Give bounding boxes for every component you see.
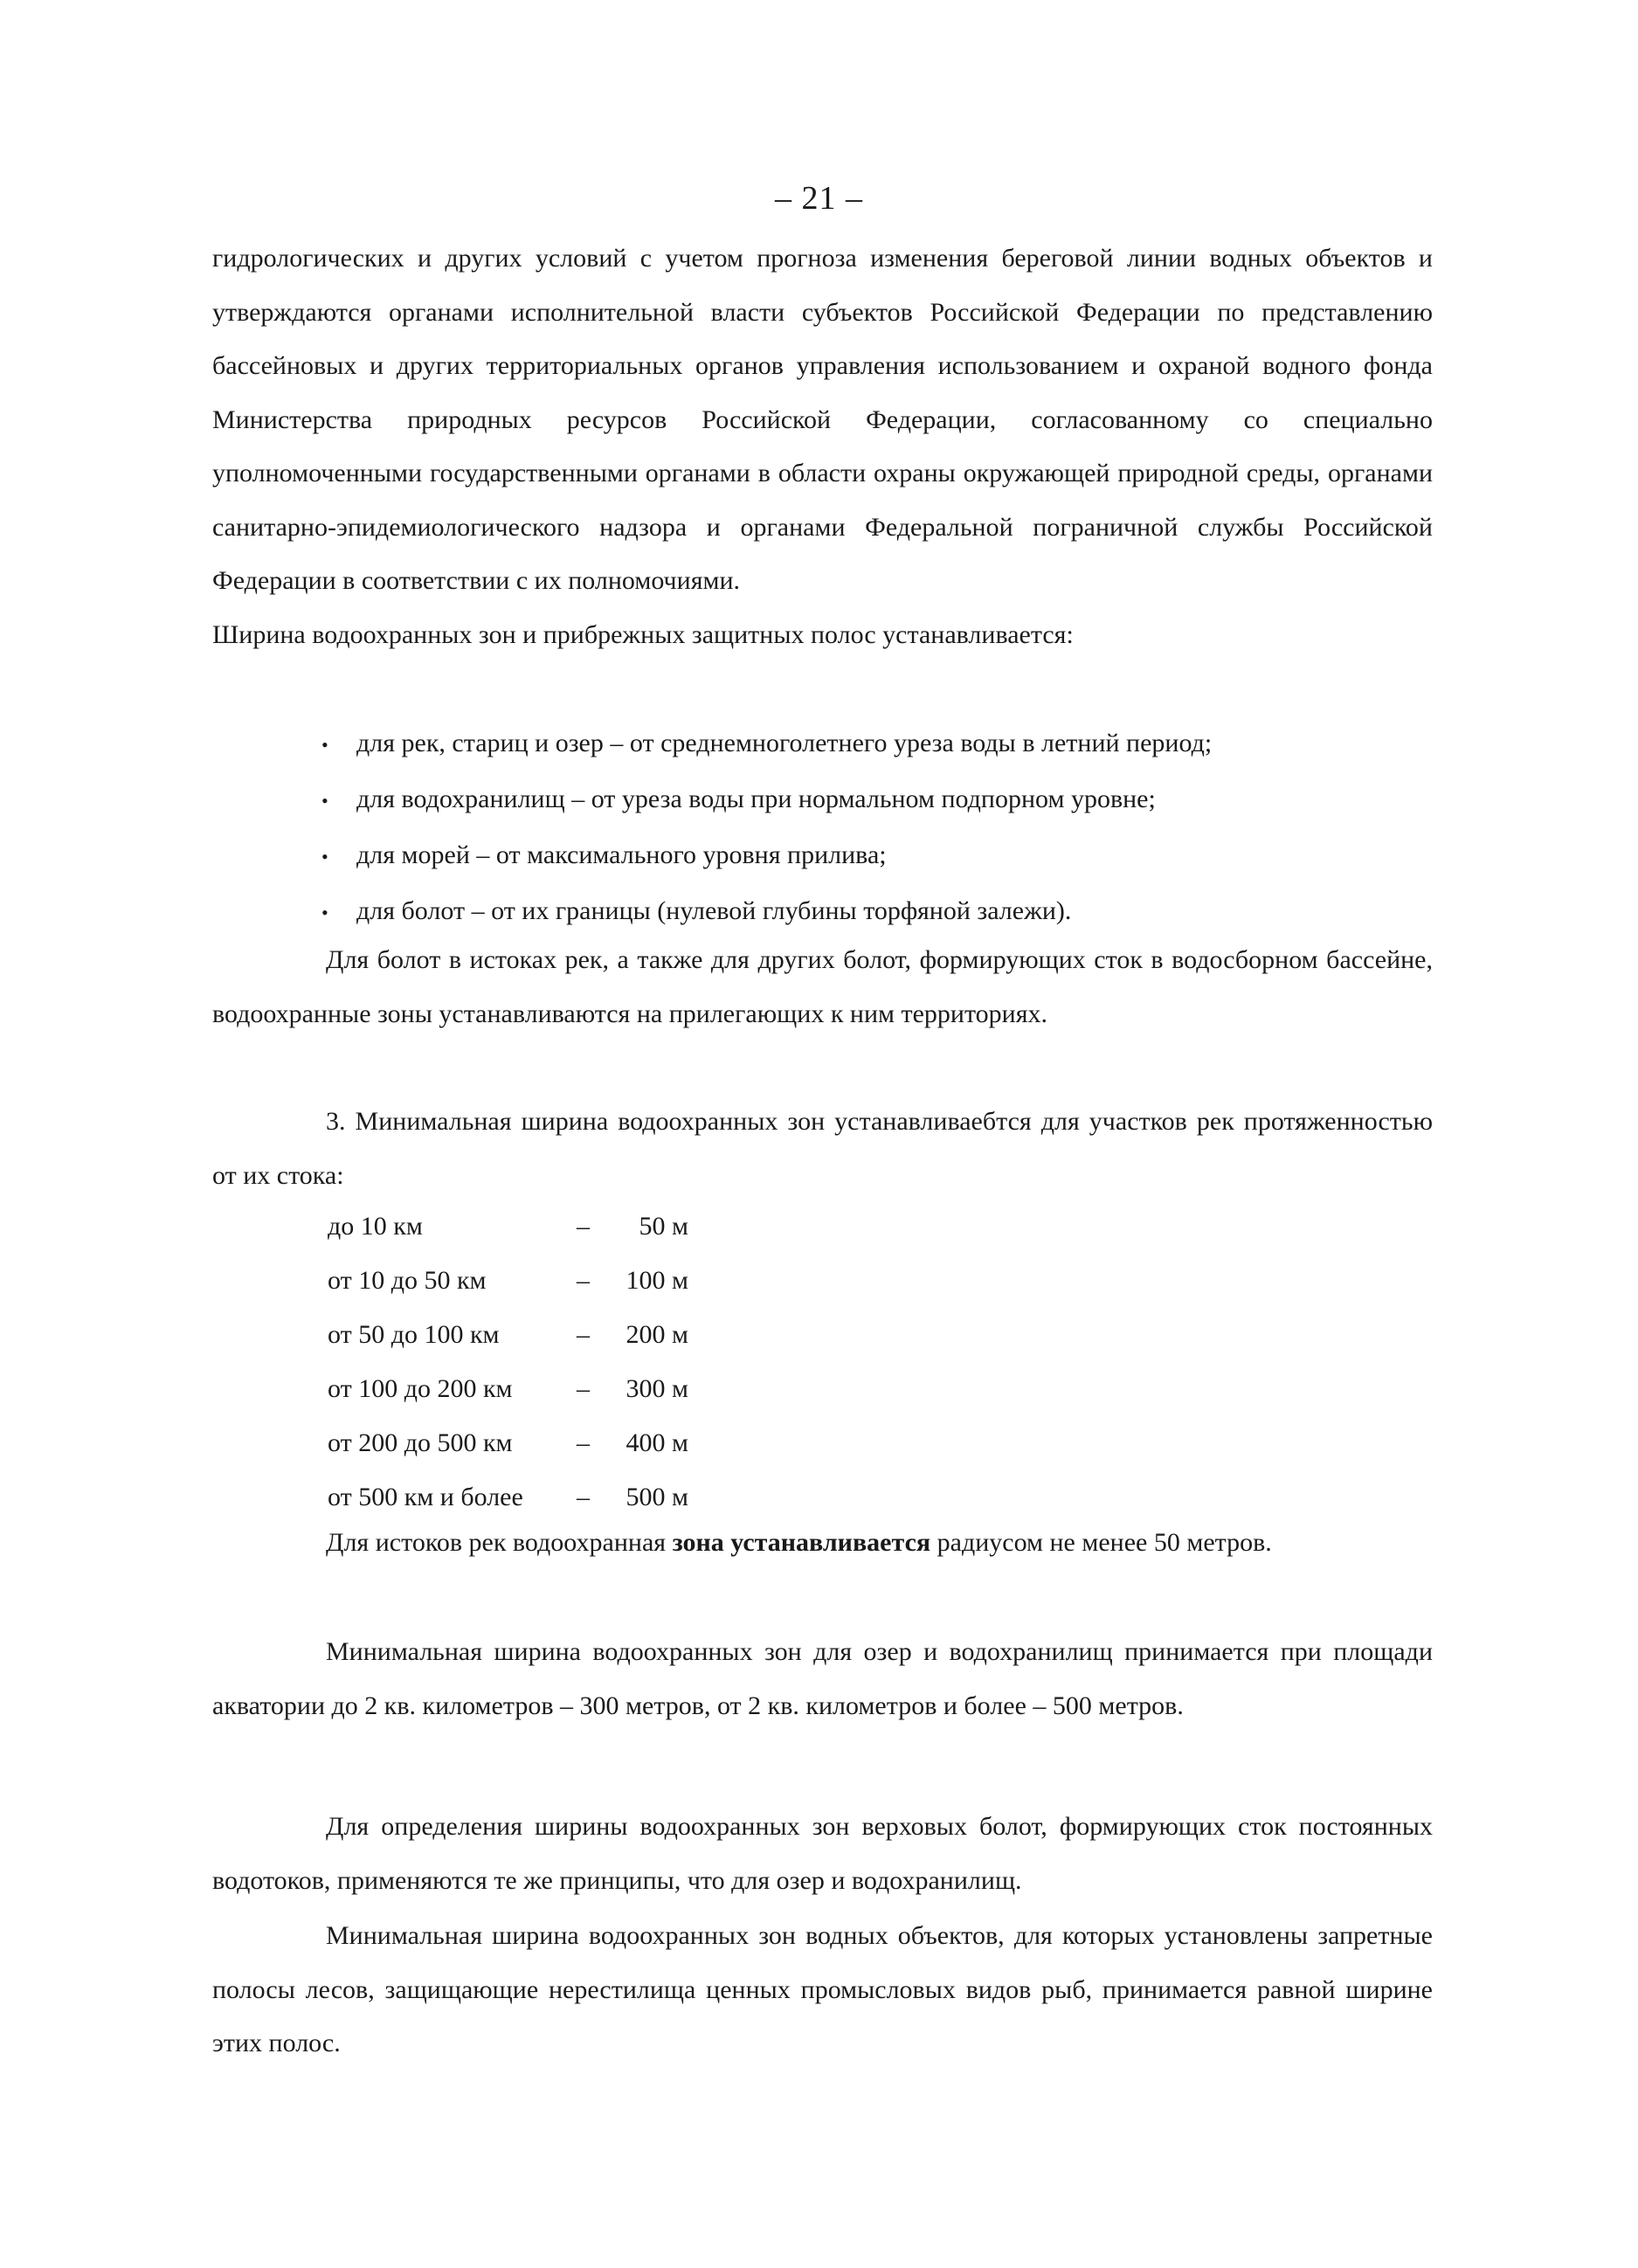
distance-value: 200 м xyxy=(625,1320,688,1349)
distance-dash: – xyxy=(577,1483,590,1511)
distance-range: от 100 до 200 км xyxy=(328,1374,513,1403)
intro-paragraph-block xyxy=(212,232,1433,661)
distance-dash: – xyxy=(577,1212,590,1241)
istok-paragraph xyxy=(212,1516,1433,1570)
table-row xyxy=(328,1200,688,1254)
width-intro-paragraph: Ширина водоохранных зон и прибрежных защитных полос устанавливается: xyxy=(212,619,1074,649)
distance-range: до 10 км xyxy=(328,1212,423,1241)
distance-range: от 50 до 100 км xyxy=(328,1320,500,1349)
ozer-paragraph-block xyxy=(212,1625,1433,1732)
istok-text-after: радиусом не менее 50 метров. xyxy=(930,1528,1272,1557)
distance-dash: – xyxy=(577,1320,590,1349)
list-item xyxy=(321,828,1433,884)
list-item-text: для морей – от максимального уровня прилива; xyxy=(356,840,887,869)
distance-value: 300 м xyxy=(625,1374,688,1403)
bullet-icon: • xyxy=(321,790,328,812)
list-item xyxy=(321,716,1433,772)
bullet-list xyxy=(321,716,1433,940)
distance-range: от 200 до 500 км xyxy=(328,1428,513,1457)
list-item-text: для болот – от их границы (нулевой глубины торфяной залежи). xyxy=(356,896,1072,925)
bullet-icon: • xyxy=(321,902,328,923)
table-row xyxy=(328,1362,688,1416)
distance-range: от 500 км и более xyxy=(328,1483,523,1511)
bullet-icon: • xyxy=(321,846,328,868)
bullet-icon: • xyxy=(321,734,328,756)
list-item xyxy=(321,772,1433,828)
distance-value: 400 м xyxy=(625,1428,688,1457)
min-width-paragraph: 3. Минимальная ширина водоохранных зон устанавливаебтся для участков рек протяженностью от их стока: xyxy=(212,1107,1433,1190)
istok-text-before: Для истоков рек водоохранная xyxy=(326,1528,673,1557)
list-item-text: для рек, стариц и озер – от среднемноголетнего уреза воды в летний период; xyxy=(356,729,1213,757)
bolota-paragraph: Для болот в истоках рек, а также для других болот, формирующих сток в водосборном бассейне, водоохранные зоны устанавливаются на прилегающих к ним территориях. xyxy=(212,945,1433,1028)
bolot2-paragraph-block xyxy=(212,1800,1433,1907)
istok-paragraph-block xyxy=(212,1516,1433,1570)
distance-value: 50 м xyxy=(639,1212,688,1241)
table-row xyxy=(328,1308,688,1362)
les-paragraph: Минимальная ширина водоохранных зон водных объектов, для которых установлены запретные полосы лесов, защищающие нерестилища ценных промысловых видов рыб, принимается равной ширине этих полос. xyxy=(212,1921,1433,2057)
list-item xyxy=(321,884,1433,940)
min-width-paragraph-block xyxy=(212,1095,1433,1202)
bolot2-paragraph: Для определения ширины водоохранных зон верховых болот, формирующих сток постоянных водотоков, применяются те же принципы, что для озер и водохранилищ. xyxy=(212,1812,1433,1895)
distance-range: от 10 до 50 км xyxy=(328,1266,487,1295)
distance-dash: – xyxy=(577,1266,590,1295)
les-paragraph-block xyxy=(212,1909,1433,2071)
intro-paragraph: гидрологических и других условий с учетом прогноза изменения береговой линии водных объектов и утверждаются органами исполнительной власти субъектов Российской Федерации по представлению бассейновых и других территориальных органов управления использованием и охраной водного фонда Министерства природных ресурсов Российской Федерации, согласованному со специально уполномоченными государственными органами в области охраны окружающей природной среды, органами санитарно-эпидемиологического надзора и органами Федеральной пограничной службы Российской Федерации в соответствии с их полномочиями. xyxy=(212,244,1433,595)
distance-value: 100 м xyxy=(625,1266,688,1295)
ozer-paragraph: Минимальная ширина водоохранных зон для озер и водохранилищ принимается при площади акватории до 2 кв. километров – 300 метров, от 2 кв. километров и более – 500 метров. xyxy=(212,1637,1433,1720)
table-row xyxy=(328,1416,688,1470)
list-item-text: для водохранилищ – от уреза воды при нормальном подпорном уровне; xyxy=(356,785,1156,813)
distance-value: 500 м xyxy=(625,1483,688,1511)
table-row xyxy=(328,1254,688,1308)
istok-text-bold: зона устанавливается xyxy=(672,1528,931,1557)
distance-table xyxy=(328,1200,688,1525)
distance-dash: – xyxy=(577,1374,590,1403)
bolota-paragraph-block xyxy=(212,933,1433,1041)
distance-dash: – xyxy=(577,1428,590,1457)
page-number: – 21 – xyxy=(775,180,863,217)
